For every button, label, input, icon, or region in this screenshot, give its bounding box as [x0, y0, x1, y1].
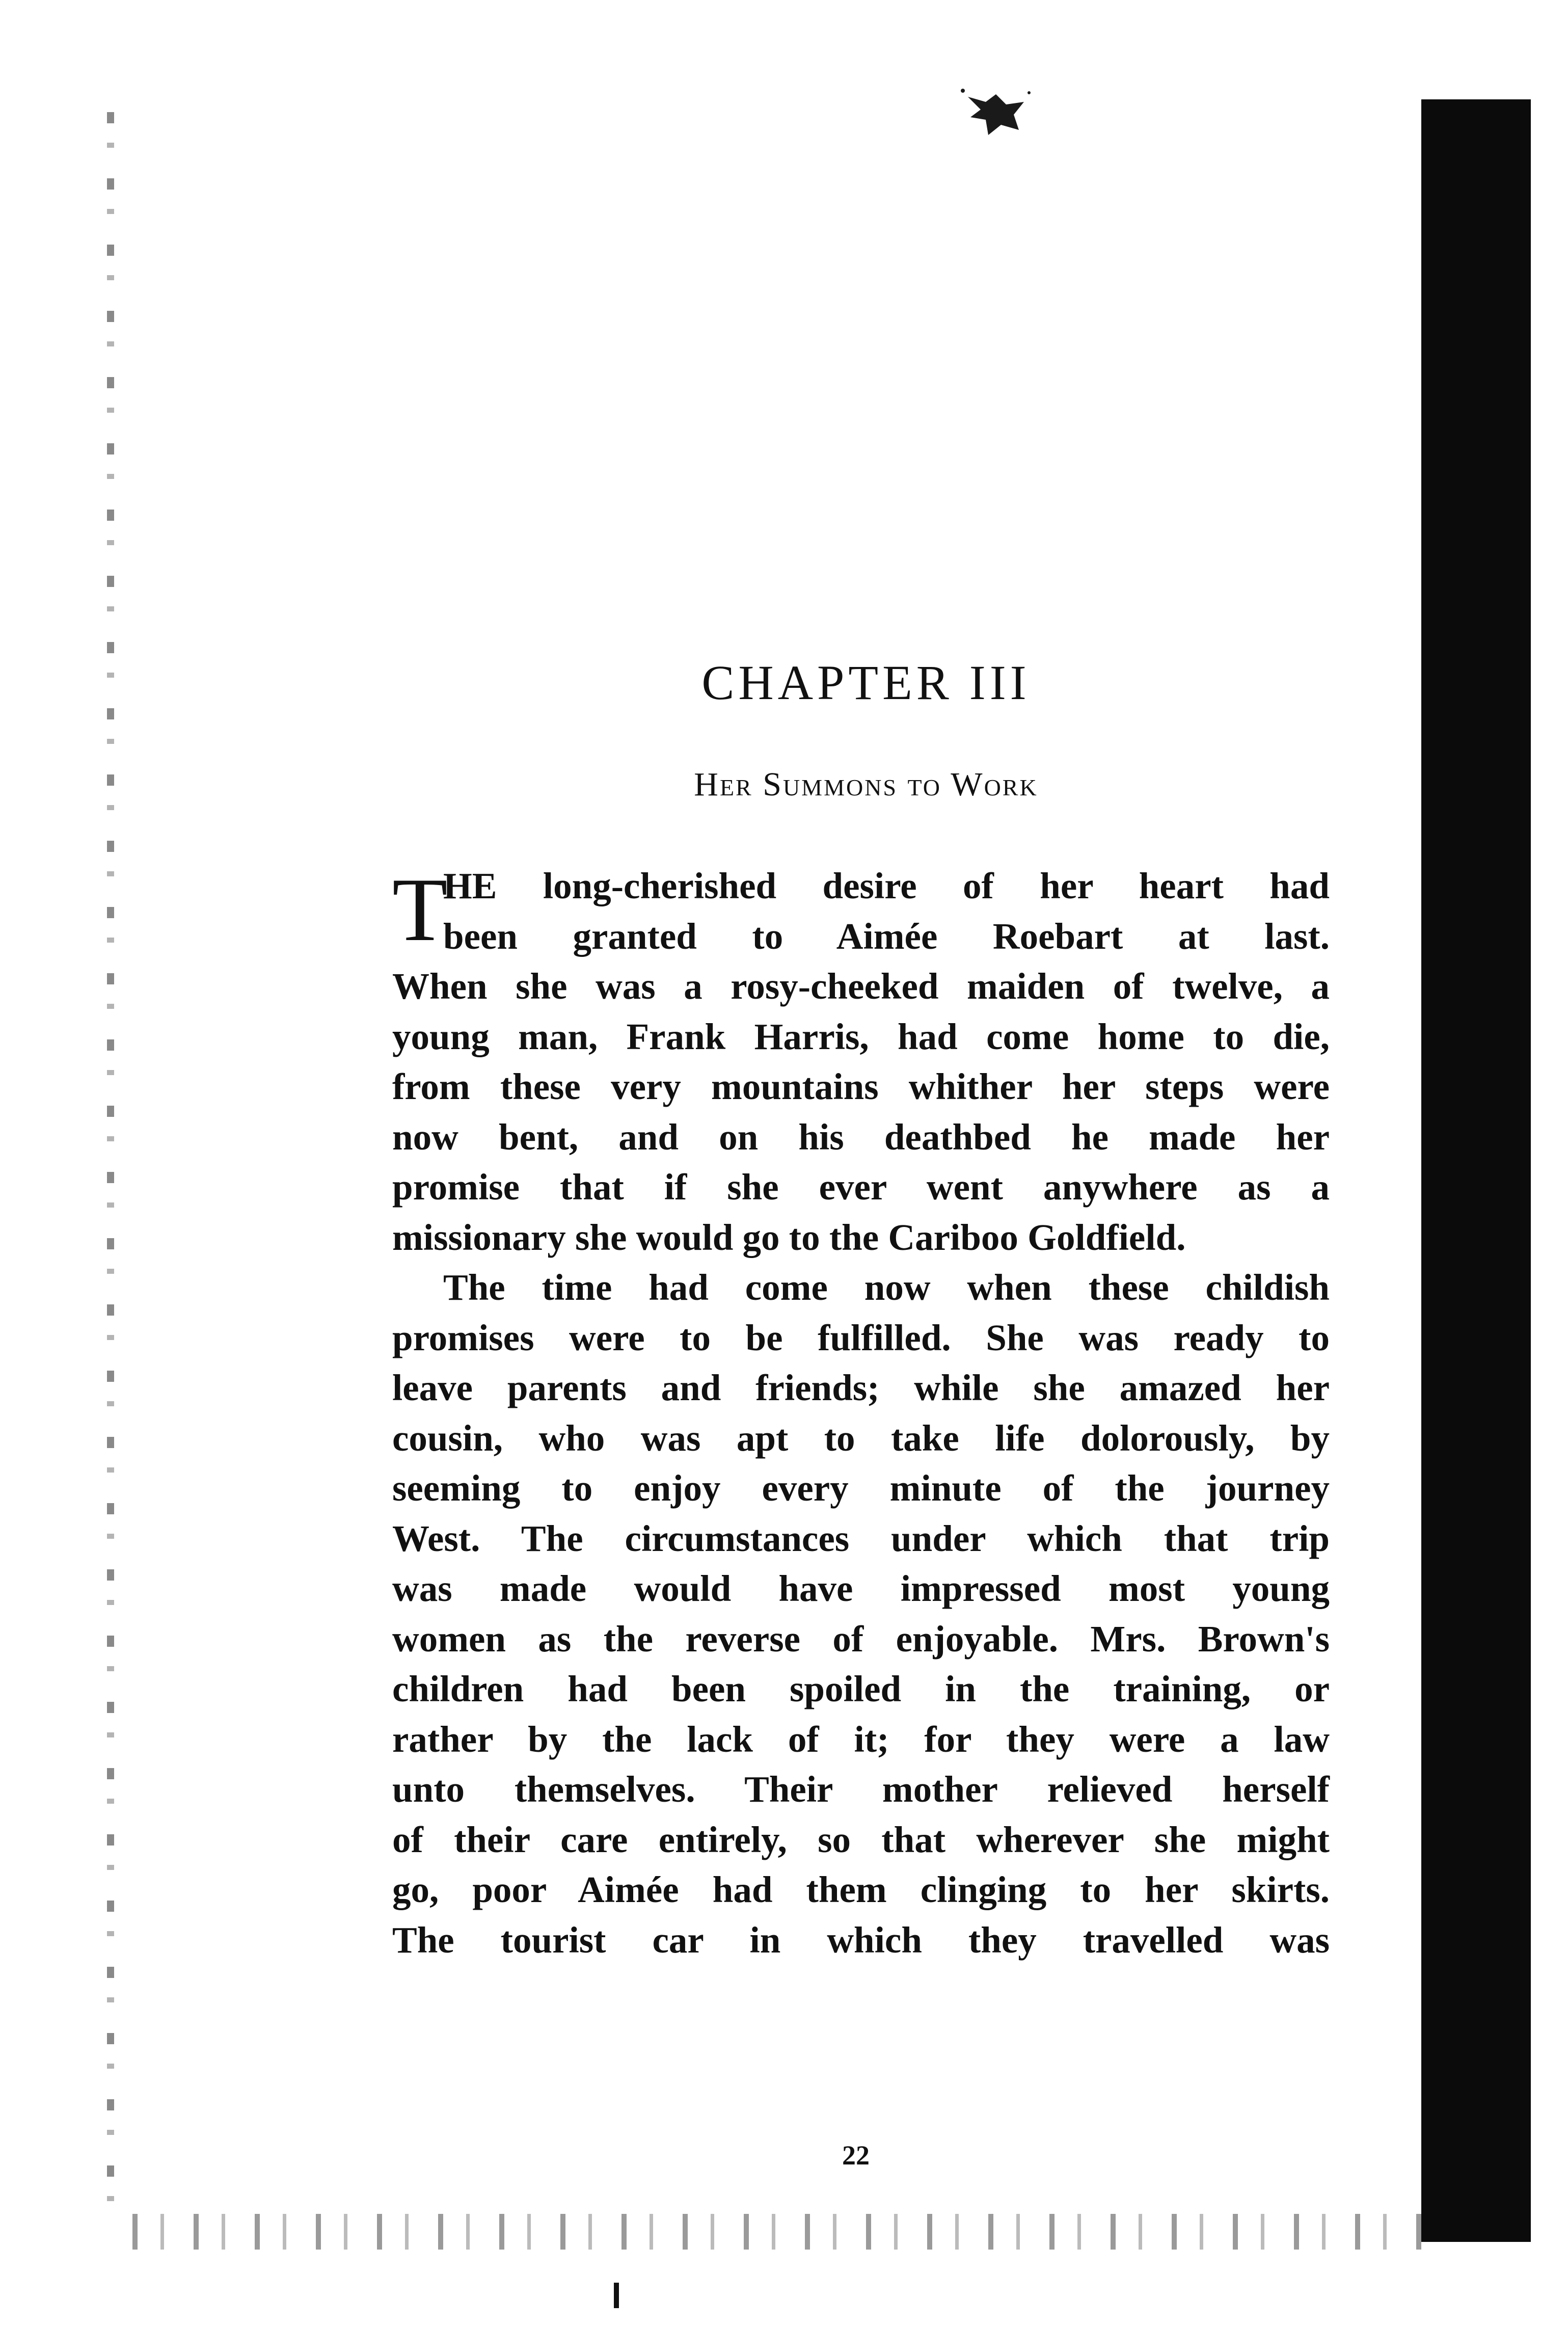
page-number: 22 [842, 2140, 870, 2171]
text-line: seeming to enjoy every minute of the journey [392, 1467, 1330, 1509]
text-line: missionary she would go to the Cariboo Goldfield. [392, 1216, 1186, 1258]
text-line: West. The circumstances under which that trip [392, 1517, 1330, 1559]
text-line: The tourist car in which they travelled was [392, 1919, 1330, 1961]
text-line: promises were to be fulfilled. She was ready to [392, 1317, 1330, 1358]
scan-bottom-speckle [132, 2214, 1426, 2250]
text-line: HE long-cherished desire of her heart had [443, 865, 1330, 906]
body-text [392, 861, 1330, 1965]
chapter-subtitle: Her Summons to Work [694, 766, 1038, 803]
text-line: The time had come now when these childish [443, 1267, 1330, 1308]
chapter-number: CHAPTER III [701, 655, 1031, 710]
text-line: go, poor Aimée had them clinging to her skirts. [392, 1869, 1330, 1910]
text-line: of their care entirely, so that wherever she might [392, 1818, 1330, 1860]
text-line: young man, Frank Harris, had come home to die, [392, 1015, 1330, 1057]
text-line: from these very mountains whither her steps were [392, 1066, 1330, 1107]
text-line: rather by the lack of it; for they were a law [392, 1718, 1330, 1760]
text-line: was made would have impressed most young [392, 1568, 1330, 1609]
binding-mark [614, 2283, 619, 2308]
scan-left-speckle [107, 112, 114, 2227]
text-line: promise that if she ever went anywhere as a [392, 1166, 1330, 1208]
text-line: leave parents and friends; while she amazed her [392, 1367, 1330, 1408]
text-line: cousin, who was apt to take life dolorously, by [392, 1417, 1330, 1459]
text-line: been granted to Aimée Roebart at last. [443, 915, 1330, 957]
text-line: When she was a rosy-cheeked maiden of twelve, a [392, 966, 1330, 1007]
text-line: children had been spoiled in the training, or [392, 1668, 1330, 1709]
text-line: now bent, and on his deathbed he made her [392, 1116, 1330, 1158]
drop-cap: T [392, 859, 448, 960]
scan-dark-edge [1421, 99, 1531, 2242]
ink-blot-ornament [958, 87, 1034, 143]
text-line: unto themselves. Their mother relieved herself [392, 1769, 1330, 1810]
text-line: women as the reverse of enjoyable. Mrs. Brown's [392, 1618, 1330, 1660]
